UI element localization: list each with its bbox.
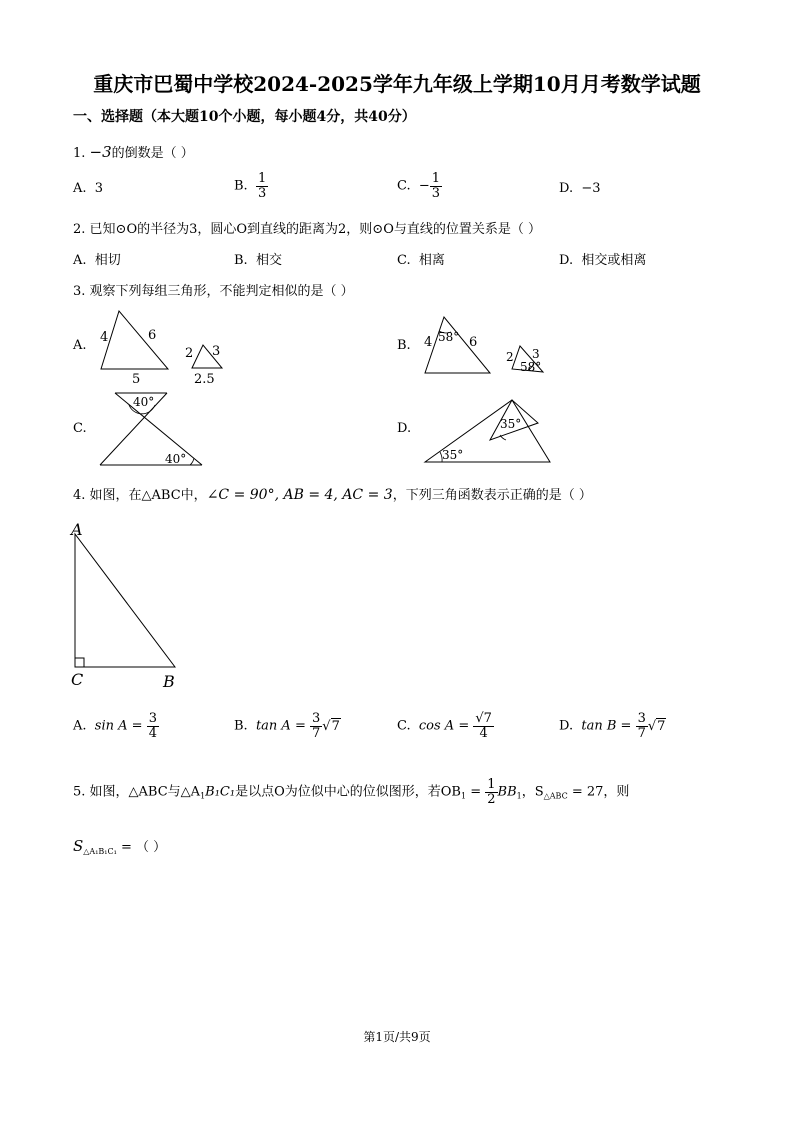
fraction-num: √7: [475, 711, 492, 726]
subscript: 1: [200, 791, 206, 801]
side-label: 4: [424, 335, 433, 350]
cross-edge: [115, 393, 202, 465]
option-fn: tan B =: [581, 718, 632, 734]
question-3: [73, 280, 354, 299]
question-2: [73, 218, 541, 237]
fraction: [310, 712, 322, 740]
question-1-text: 的倒数是（ ）: [111, 146, 194, 161]
fraction: [473, 712, 494, 740]
angle-label: 58°: [438, 330, 460, 344]
option-label: D.: [559, 718, 574, 734]
question-number: 1.: [73, 146, 86, 161]
question-4-text: 如图，在△ABC中，: [89, 488, 207, 503]
option-value: 相交: [255, 253, 282, 268]
fraction: [430, 172, 442, 200]
q4-option-b[interactable]: [234, 712, 341, 740]
option-label: D.: [559, 253, 574, 268]
q3-figure-a: [95, 305, 230, 385]
option-fn: cos A =: [418, 718, 470, 734]
page-title: 重庆市巴蜀中学校2024-2025学年九年级上学期10月月考数学试题: [93, 72, 701, 96]
option-value: 相切: [94, 253, 121, 268]
q2-option-c[interactable]: [397, 249, 445, 268]
radicand: 7: [657, 718, 666, 734]
q1-option-c[interactable]: [397, 172, 442, 200]
side-label: 2: [185, 346, 194, 361]
side-label: 3: [212, 344, 221, 359]
fraction-den: 4: [148, 725, 157, 741]
right-triangle: [75, 534, 175, 667]
side-label: 6: [148, 328, 157, 343]
right-angle-mark: [75, 658, 84, 667]
q4-option-c[interactable]: [397, 712, 494, 740]
option-label: B.: [234, 253, 248, 268]
question-5-text: ，S: [521, 784, 544, 800]
angle-label: 58°: [520, 360, 542, 374]
option-value: 相离: [418, 253, 445, 268]
question-4-condition: ∠C = 90°, AB = 4, AC = 3: [206, 487, 393, 503]
question-5-text: 如图，△ABC与△A: [89, 784, 201, 800]
q3-option-c-label[interactable]: C.: [73, 421, 87, 436]
question-5-b1c1: B₁C₁: [205, 784, 236, 800]
option-value: 3: [94, 181, 104, 196]
subscript: 1: [516, 791, 522, 801]
fraction-den: 7: [637, 725, 646, 741]
q3-option-b-label[interactable]: B.: [397, 338, 411, 353]
fraction-num: 3: [637, 711, 646, 726]
q1-option-a[interactable]: [73, 181, 103, 196]
question-number: 3.: [73, 284, 86, 299]
question-number: 2.: [73, 222, 86, 237]
q3-figure-d: [420, 395, 555, 467]
option-label: D.: [559, 181, 574, 196]
option-fn: sin A =: [94, 718, 143, 734]
fraction-num: 3: [148, 711, 157, 726]
subscript: △ABC: [543, 791, 568, 801]
fraction-num: 1: [257, 171, 267, 186]
vertex-b: B: [163, 672, 175, 691]
fraction-num: 3: [312, 711, 321, 726]
radicand: 7: [331, 718, 340, 734]
question-5: 5. 如图，△ABC与$\triangle A_1B_1C_1$是以点O为位似中心的位似图形，若$OB_1$ = $\frac{1}{2}$ $BB_1$，$S_{\triangle ABC} = 27$，则: [73, 777, 630, 807]
option-fn: tan A =: [255, 718, 306, 734]
question-4: [73, 484, 592, 503]
fraction-den: 2: [487, 791, 496, 807]
fraction: [636, 712, 648, 740]
option-label: B.: [234, 178, 248, 194]
fraction-den: 7: [312, 725, 321, 741]
question-number: 5.: [73, 784, 86, 800]
big-triangle: [101, 311, 168, 369]
question-1-value: −3: [89, 143, 112, 161]
side-label: 4: [100, 330, 109, 345]
angle-arc: [190, 458, 194, 465]
side-label: 3: [532, 347, 540, 361]
fraction-num: 1: [487, 777, 496, 792]
q2-option-b[interactable]: [234, 249, 282, 268]
angle-label: 35°: [500, 417, 522, 431]
option-label: C.: [397, 178, 411, 194]
q1-option-b[interactable]: [234, 172, 268, 200]
page-footer: 第1页/共9页: [363, 1030, 431, 1044]
question-1: [73, 142, 194, 161]
option-label: A.: [73, 181, 87, 196]
answer-blank: = （ ）: [116, 840, 167, 855]
side-label: 2.5: [194, 372, 215, 385]
vertex-a: A: [71, 520, 83, 539]
question-5-answer: [73, 836, 166, 856]
angle-label: 35°: [442, 448, 464, 462]
question-4-text: ，下列三角函数表示正确的是（ ）: [392, 488, 592, 503]
side-label: 2: [506, 350, 514, 364]
option-label: B.: [234, 718, 248, 734]
sqrt: √7: [322, 718, 340, 734]
side-label: 6: [469, 335, 478, 350]
q3-option-d-label[interactable]: D.: [397, 421, 412, 436]
fraction: [147, 712, 159, 740]
question-5-bb1: BB: [497, 784, 517, 800]
option-value: 相交或相离: [581, 253, 647, 268]
fraction-den: 3: [431, 185, 441, 201]
q4-option-d[interactable]: [559, 712, 666, 740]
side-label: 5: [132, 372, 141, 385]
option-value: −3: [581, 181, 601, 196]
fraction-num: 1: [431, 171, 441, 186]
question-5-text: 是以点O为位似中心的位似图形，若OB: [235, 784, 461, 800]
question-2-text: 已知⊙O的半径为3，圆心O到直线的距离为2，则⊙O与直线的位置关系是（ ）: [89, 222, 541, 237]
vertex-c: C: [71, 670, 84, 689]
q3-option-a-label[interactable]: A.: [73, 338, 87, 353]
fraction-den: 4: [479, 725, 488, 741]
answer-area-symbol: S: [73, 837, 84, 855]
q4-figure: [66, 518, 191, 693]
option-label: A.: [73, 718, 87, 734]
q1-option-d[interactable]: [559, 181, 601, 196]
fraction: [485, 778, 497, 806]
angle-label: 40°: [133, 395, 155, 409]
subscript: 1: [460, 791, 467, 801]
fraction-den: 3: [257, 185, 267, 201]
option-label: C.: [397, 253, 411, 268]
q2-option-a[interactable]: [73, 249, 121, 268]
option-sign: −: [418, 178, 430, 194]
question-number: 4.: [73, 488, 86, 503]
sqrt: √7: [647, 718, 666, 734]
option-label: A.: [73, 253, 87, 268]
subscript: △A₁B₁C₁: [83, 847, 117, 856]
q3-figure-b: [420, 310, 555, 380]
option-label: C.: [397, 718, 411, 734]
q2-option-d[interactable]: [559, 249, 646, 268]
question-5-text: = 27，则: [567, 784, 630, 800]
angle-label: 40°: [165, 452, 187, 466]
question-3-text: 观察下列每组三角形，不能判定相似的是（ ）: [89, 284, 354, 299]
q3-figure-c: [95, 388, 210, 468]
fraction: [256, 172, 268, 200]
section-heading: 一、选择题（本大题10个小题，每小题4分，共40分）: [73, 109, 416, 125]
q4-option-a[interactable]: [73, 712, 159, 740]
big-triangle: [425, 317, 490, 373]
